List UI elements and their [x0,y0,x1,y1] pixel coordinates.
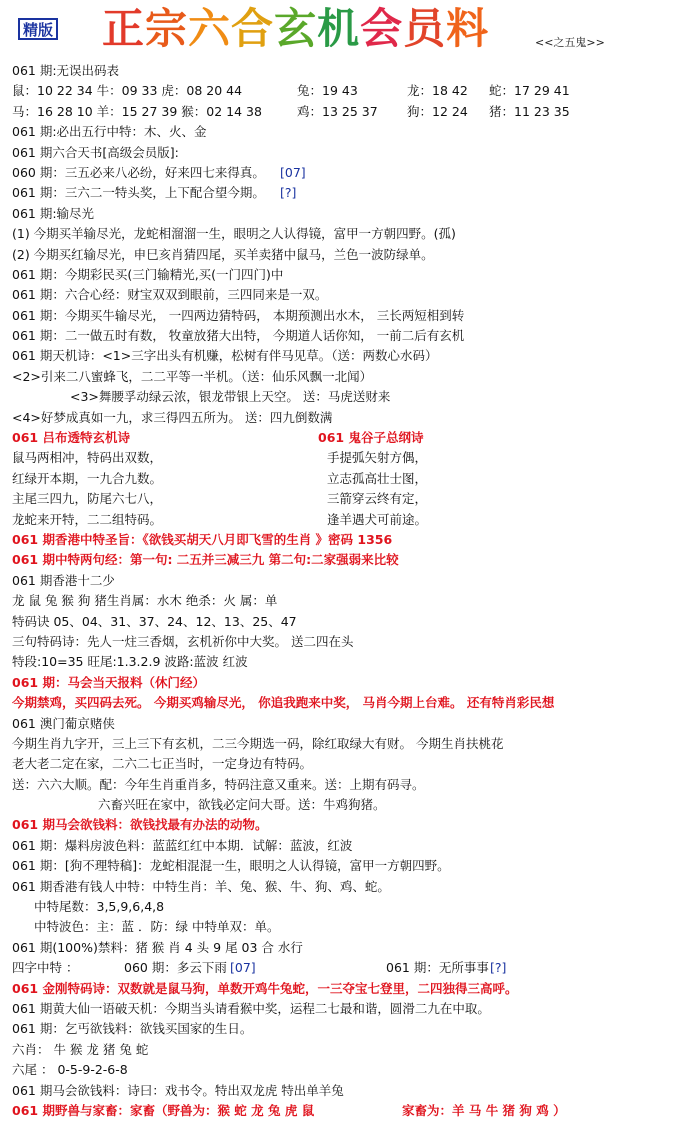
content-line [12,591,672,611]
line-text: 061 期野兽与家畜：家畜（野兽为：猴 蛇 龙 兔 虎 鼠 [12,1102,315,1118]
line-text: 061 期马会欲钱料：诗曰：戏书令。特出双龙虎 特出单羊兔 [12,1082,344,1098]
line-text: 061 澳门葡京赌侠 [12,715,115,731]
content-line [12,734,672,754]
line-text: 蛇：17 29 41 [489,83,570,99]
content-line [12,1101,672,1121]
content-line [12,1040,672,1060]
line-text: 龙：18 42 [407,83,468,99]
line-text: 三箭穿云终有定， [327,491,428,507]
line-text: 今期生肖九字开，三上三下有玄机，二三今期选一码，除红取绿大有财。 今期生肖扶桃花 [12,735,504,751]
line-text: 主尾三四九，防尾六七八， [12,491,163,507]
content-line [12,693,672,713]
content-line [12,877,672,897]
prediction-content [12,61,672,1121]
content-line [12,632,672,652]
line-text: 060 期：三五必来八必纷，好来四七来得真。 [12,164,265,180]
content-line [12,122,672,142]
line-text: 061 吕布透特玄机诗 [12,430,130,446]
content-line [12,285,672,305]
content-line [12,387,672,407]
content-line [12,979,672,999]
content-line [12,775,672,795]
line-text: 中特尾数：3,5,9,6,4,8 [34,899,165,915]
content-line [12,224,672,244]
line-text: 061 期(100%)禁料：猪 猴 肖 4 头 9 尾 03 合 水行 [12,939,303,955]
line-text: 六畜兴旺在家中，欲钱必定问大哥。送：牛鸡狗猪。 [98,797,386,813]
content-line [12,306,672,326]
line-text: 狗：12 24 [407,103,468,119]
line-text: 061 期：乞丐欲钱料：欲钱买国家的生日。 [12,1021,253,1037]
line-text: 061 期:无误出码表 [12,63,120,78]
line-text: 三句特码诗：先人一炷三香烟，玄机祈你中大奖。 送二四在头 [12,633,354,649]
title-char: 正 [102,4,146,53]
content-line [12,530,672,550]
line-text: [?] [280,185,297,201]
line-text: <4>好梦成真如一九，求三得四五所为。 送：四九倒数满 [12,409,333,425]
content-line [12,408,672,428]
line-text: 061 期中特两句经：第一句: 二五并三减三九 第二句:二家强弱来比较 [12,552,399,568]
line-text: 061 期：马会当天报料（休门经） [12,674,205,690]
line-text: [07] [230,960,256,976]
content-line [12,958,672,978]
line-text: 马：16 28 10 羊：15 27 39 猴：02 14 38 [12,103,262,119]
content-line [12,1081,672,1101]
page-header [0,0,679,60]
line-text: 061 期马会欲钱料：欲钱找最有办法的动物。 [12,817,268,833]
line-text: 061 期：今期买牛输尽光， 一四两边猜特码， 本期预测出水木， 三长两短相到转 [12,307,465,323]
title-char: 宗 [145,4,189,53]
author-signature: <<之五鬼>> [535,36,605,49]
page-title [102,4,489,54]
content-line [12,143,672,163]
line-text: 061 期：[狗不理特稿]：龙蛇相混混一生，眼明之人认得镜，富甲一方朝四野。 [12,858,450,874]
content-line [12,571,672,591]
content-line [12,448,672,468]
content-line [12,612,672,632]
content-line [12,61,672,81]
content-line [12,265,672,285]
line-text: 六尾 ： 0-5-9-2-6-8 [12,1062,128,1078]
content-line [12,204,672,224]
line-text: 061 期:输尽光 [12,205,95,221]
line-text: 061 期天机诗：<1>三字出头有机赚，松树有伴马见草。（送：两数心水码） [12,348,438,364]
content-line [12,1019,672,1039]
content-line [12,469,672,489]
line-text: 送：六六大顺。配：今年生肖重肖多，特码注意又重来。送：上期有码寻。 [12,776,425,792]
content-line [12,673,672,693]
line-text: 061 期黄大仙一语破天机：今期当头请看猴中奖，运程二七最和谐，圆滑二九在中取。 [12,1000,490,1016]
line-text: 老大老二定在家，二六二七正当时，一定身边有特码。 [12,756,313,772]
content-line [12,999,672,1019]
line-text: 061 期：二一做五时有数， 牧童放猪大出特， 今期道人话你知， 一前二后有玄机 [12,328,465,344]
content-line [12,102,672,122]
line-text: 龙蛇来开特，二二组特码。 [12,511,163,527]
line-text: 手提弧矢射方偶， [327,450,428,466]
content-line [12,245,672,265]
line-text: 061 期：今期彩民买(三门输精光,买(一门四门)中 [12,266,284,282]
line-text: 061 期：六合心经：财宝双双到眼前，三四同来是一双。 [12,287,328,303]
line-text: 红绿开本期，一九合九数。 [12,470,163,486]
line-text: (2) 今期买红输尽光，申巳亥肖猜四尾，买羊卖猪中鼠马，兰色一波防绿单。 [12,246,434,262]
title-char: 六 [188,4,232,53]
line-text: 四字中特 ： [12,960,79,976]
line-text: 家畜为：羊 马 牛 猪 狗 鸡 ） [402,1102,566,1118]
content-line [12,856,672,876]
content-line [12,1060,672,1080]
line-text: 061 期:必出五行中特：木、火、金 [12,124,207,140]
line-text: 今期禁鸡，买四码去死。 今期买鸡输尽光， 你追我跑来中奖， 马肖今期上台难。 还有特肖彩民想 [12,695,555,711]
content-line [12,795,672,815]
content-line [12,754,672,774]
content-line [12,326,672,346]
content-line [12,897,672,917]
content-line [12,183,672,203]
line-text: 061 期：无所事事 [386,960,489,976]
line-text: [07] [280,164,306,180]
content-line [12,550,672,570]
line-text: 特段:10=35 旺尾:1.3.2.9 波路:蓝波 红波 [12,654,248,670]
content-line [12,652,672,672]
line-text: 特码诀 05、04、31、37、24、12、13、25、47 [12,613,297,629]
line-text: 龙 鼠 兔 猴 狗 猪生肖属：水木 绝杀：火 属：单 [12,593,278,609]
content-line [12,917,672,937]
title-char: 员 [403,4,447,53]
line-text: 061 期：爆料房波色料：蓝蓝红红中本期．试解：蓝波，红波 [12,837,353,853]
line-text: 060 期：多云下雨 [124,960,227,976]
line-text: 061 期香港十二少 [12,572,115,588]
line-text: 061 金刚特码诗：双数就是鼠马狗，单数开鸡牛兔蛇，一三夺宝七登里，二四独得三高呼。 [12,980,518,996]
line-text: 立志孤高壮士图， [327,470,428,486]
line-text: 逢羊遇犬可前途。 [327,511,428,527]
content-line [12,81,672,101]
line-text: <2>引来二八蜜蜂飞，二二平等一半机。（送：仙乐风飘一北闻） [12,368,373,384]
line-text: 鼠：10 22 34 牛：09 33 虎：08 20 44 [12,83,243,99]
content-line [12,489,672,509]
title-char: 玄 [274,4,318,53]
title-char: 料 [446,4,490,53]
line-text: 061 期香港中特圣旨：《欲钱买胡天八月即飞雪的生肖 》密码 1356 [12,531,393,547]
line-text: 鼠马两相冲，特码出双数， [12,450,163,466]
content-line [12,714,672,734]
content-line [12,815,672,835]
line-text: [?] [490,960,507,976]
content-line [12,346,672,366]
title-char: 机 [317,4,361,53]
title-char: 合 [231,4,275,53]
edition-badge: 精版 [18,18,58,40]
content-line [12,163,672,183]
content-line [12,510,672,530]
line-text: 061 鬼谷子总纲诗 [318,430,424,446]
line-text: 061 期六合天书[高级会员版]: [12,144,179,160]
line-text: 鸡：13 25 37 [297,103,378,119]
line-text: (1) 今期买羊输尽光，龙蛇相溜溜一生，眼明之人认得镜，富甲一方朝四野。(孤) [12,226,456,242]
line-text: <3>舞腰孚动绿云浓，银龙带银上天空。 送：马虎送财来 [70,389,391,405]
content-line [12,938,672,958]
line-text: 中特波色：主：蓝 ．防：绿 中特单双：单。 [34,919,280,935]
title-char: 会 [360,4,404,53]
line-text: 兔：19 43 [297,83,358,99]
line-text: 061 期香港有钱人中特：中特生肖：羊、兔、猴、牛、狗、鸡、蛇。 [12,878,390,894]
line-text: 六肖： 牛 猴 龙 猪 兔 蛇 [12,1041,149,1057]
line-text: 猪：11 23 35 [489,103,570,119]
content-line [12,367,672,387]
content-line [12,836,672,856]
line-text: 061 期：三六二一特头奖，上下配合望今期。 [12,185,265,201]
content-line [12,428,672,448]
